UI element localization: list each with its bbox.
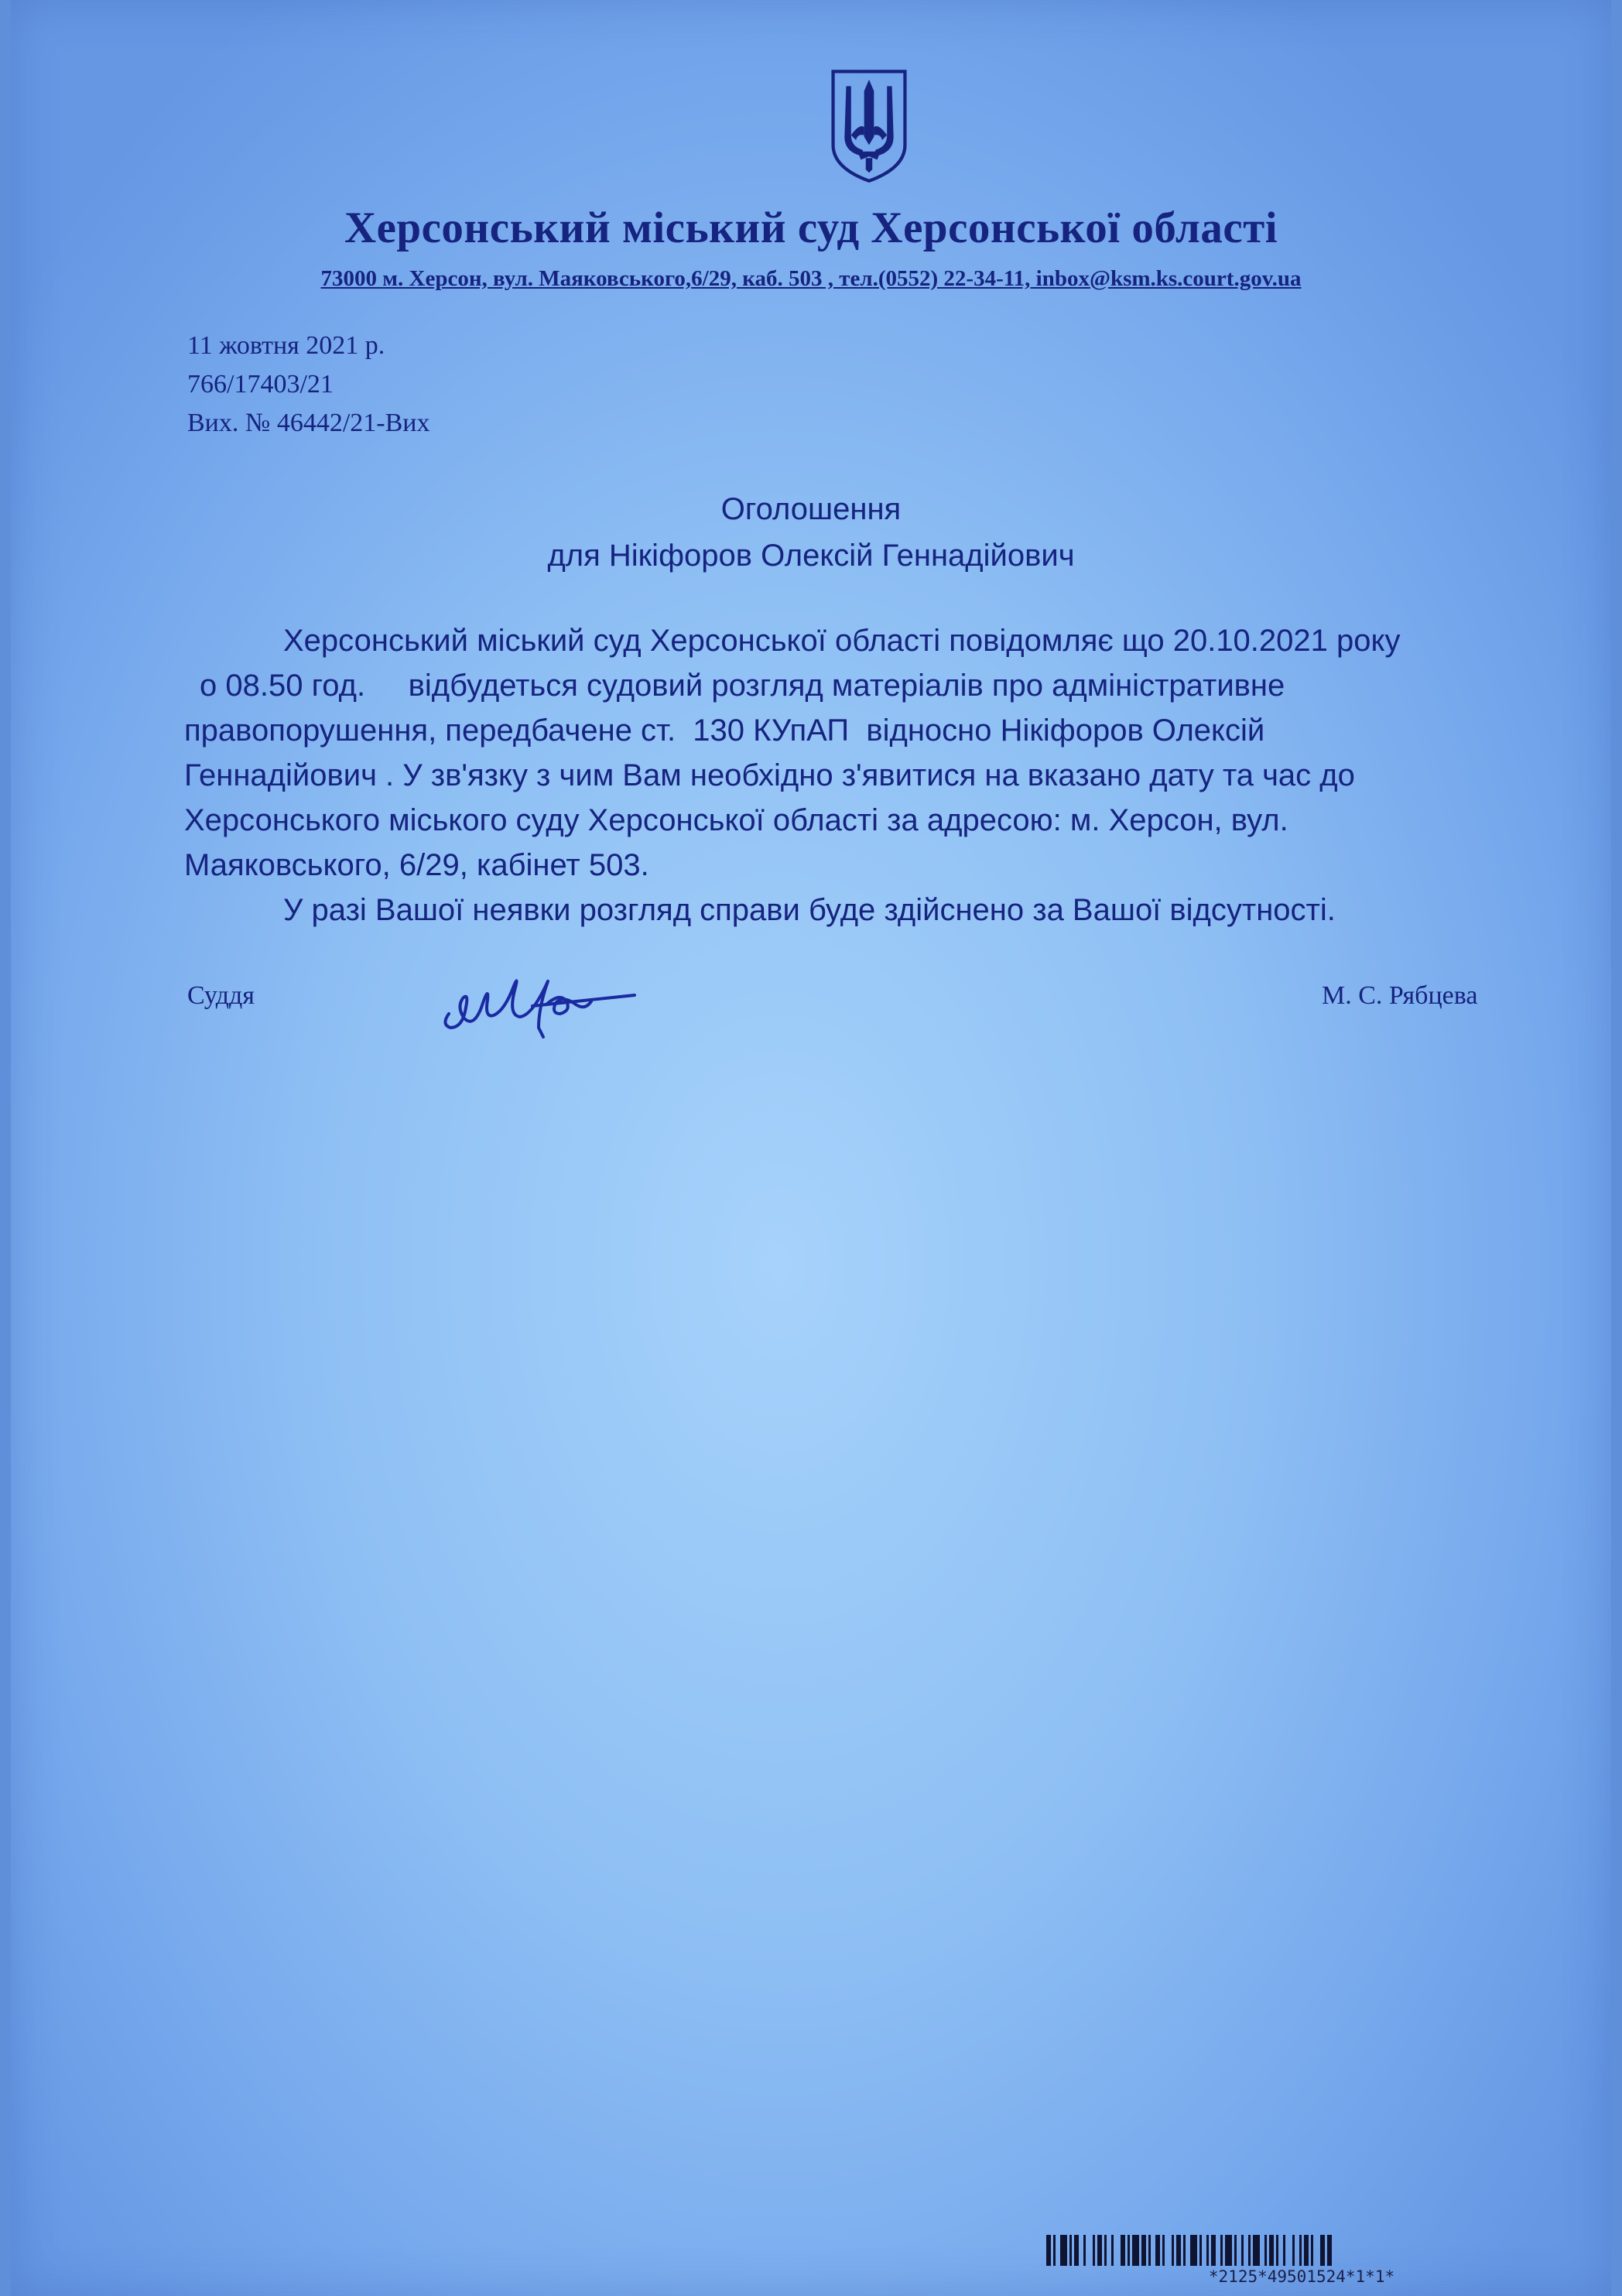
barcode-bar [1304,2235,1309,2266]
notice-body-line: Херсонський міський суд Херсонської області повідомляє що 20.10.2021 року [283,624,1401,658]
barcode-bar [1220,2235,1223,2266]
barcode-bar [1292,2235,1295,2266]
signatory-name: М. С. Рябцева [1322,981,1478,1010]
coat-of-arms-icon [828,67,910,184]
barcode-bar [1183,2235,1186,2266]
barcode-bar [1111,2235,1114,2266]
barcode-bar [1128,2235,1130,2266]
barcode-bar [1060,2235,1067,2266]
barcode-bar [1093,2235,1095,2266]
barcode-bar [1211,2235,1216,2266]
barcode-bar [1172,2235,1174,2266]
handwritten-signature [440,953,641,1039]
document-date: 11 жовтня 2021 р. [187,331,385,360]
barcode-bar [1132,2235,1139,2266]
document-page [11,0,1611,2296]
barcode-bar [1074,2235,1079,2266]
barcode-bar [1162,2235,1165,2266]
barcode-bar [1148,2235,1151,2266]
outgoing-number: Вих. № 46442/21-Вих [187,409,430,437]
notice-body-line: правопорушення, передбачене ст. 130 КУпАП відносно Нікіфоров Олексій [184,713,1265,748]
barcode [1046,2235,1557,2266]
case-number: 766/17403/21 [187,370,334,399]
barcode-bar [1097,2235,1102,2266]
signatory-role: Суддя [187,981,255,1010]
barcode-bar [1269,2235,1274,2266]
barcode-bar [1206,2235,1209,2266]
barcode-bar [1248,2235,1251,2266]
notice-body-line: о 08.50 год. відбудеться судовий розгляд матеріалів про адміністративне [200,669,1285,703]
barcode-text: *2125*49501524*1*1* [1208,2267,1395,2286]
notice-body-line: Маяковського, 6/29, кабінет 503. [184,848,649,882]
notice-body-line: Геннадійович . У зв'язку з чим Вам необхідно з'явитися на вказано дату та час до [184,758,1355,792]
barcode-bar [1225,2235,1232,2266]
barcode-bar [1069,2235,1072,2266]
barcode-bar [1327,2235,1332,2266]
barcode-bar [1053,2235,1056,2266]
barcode-bar [1320,2235,1325,2266]
barcode-bar [1083,2235,1086,2266]
barcode-bar [1046,2235,1051,2266]
notice-addressee: для Нікіфоров Олексій Геннадійович [547,539,1075,573]
barcode-bar [1276,2235,1278,2266]
notice-body-line: Херсонського міського суду Херсонської області за адресою: м. Херсон, вул. [184,803,1288,837]
barcode-bar [1155,2235,1160,2266]
barcode-bar [1176,2235,1181,2266]
barcode-bar [1234,2235,1237,2266]
barcode-bar [1311,2235,1313,2266]
barcode-bar [1253,2235,1260,2266]
barcode-bar [1190,2235,1197,2266]
barcode-bar [1241,2235,1244,2266]
barcode-bar [1104,2235,1107,2266]
barcode-bar [1199,2235,1202,2266]
court-address: 73000 м. Херсон, вул. Маяковського,6/29, каб. 503 , тел.(0552) 22-34-11, inbox@ksm.ks.court.gov.ua [320,266,1302,291]
barcode-bar [1264,2235,1267,2266]
notice-title: Оголошення [720,492,902,526]
notice-body-line: У разі Вашої неявки розгляд справи буде здійснено за Вашої відсутності. [283,893,1336,927]
barcode-bar [1283,2235,1285,2266]
barcode-bar [1299,2235,1302,2266]
barcode-bar [1121,2235,1125,2266]
barcode-bar [1141,2235,1146,2266]
court-name: Херсонський міський суд Херсонської області [344,204,1278,252]
